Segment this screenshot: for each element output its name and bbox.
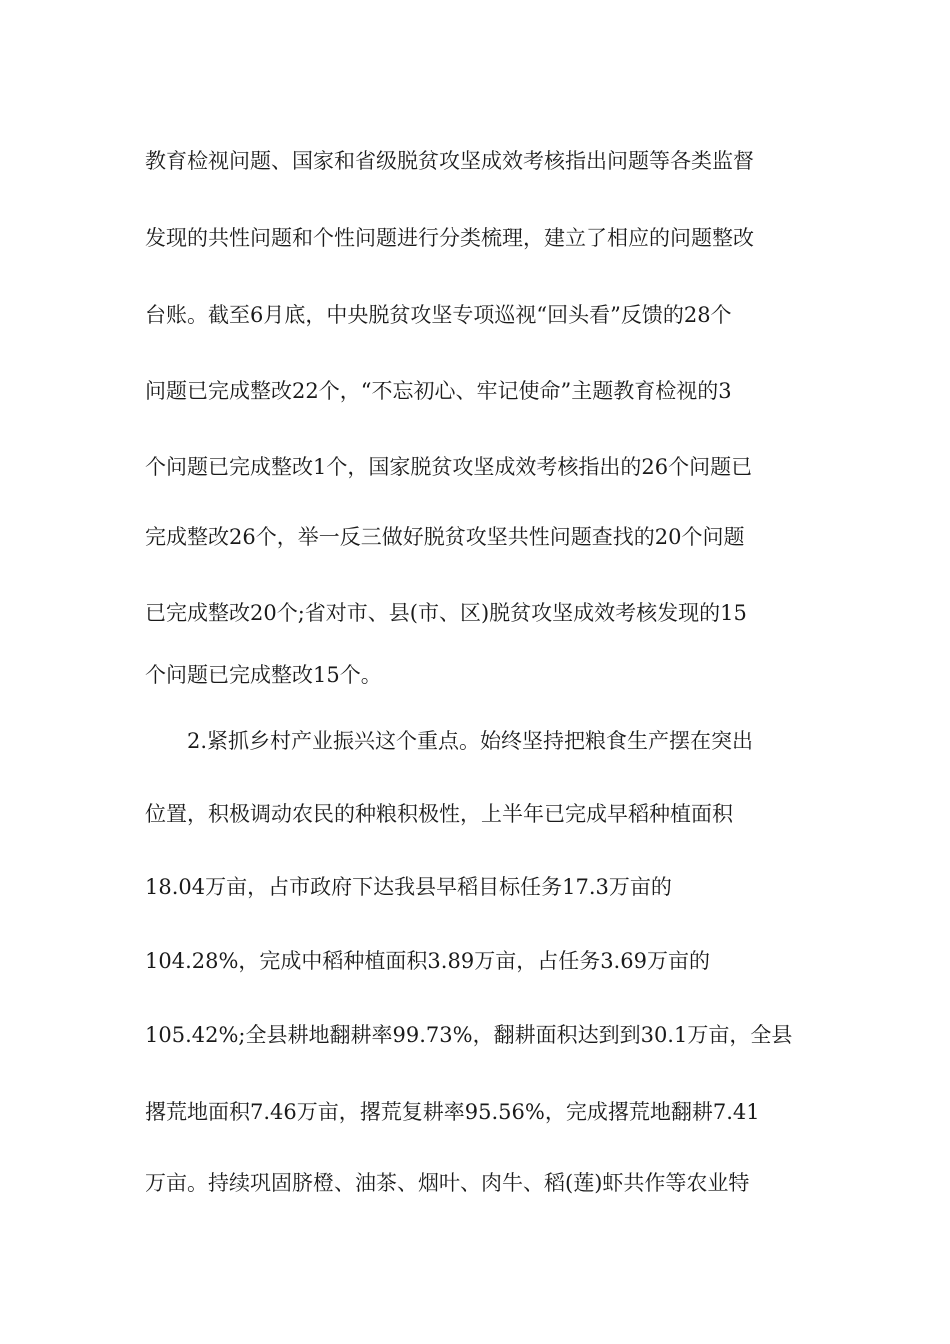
text-line: 完成整改26个，举一反三做好脱贫攻坚共性问题查找的20个问题	[145, 525, 745, 549]
text-line: 万亩。持续巩固脐橙、油茶、烟叶、肉牛、稻(莲)虾共作等农业特	[145, 1171, 750, 1195]
text-line: 发现的共性问题和个性问题进行分类梳理，建立了相应的问题整改	[145, 226, 754, 250]
text-line: 撂荒地面积7.46万亩，撂荒复耕率95.56%，完成撂荒地翻耕7.41	[145, 1100, 760, 1124]
text-line: 台账。截至6月底，中央脱贫攻坚专项巡视“回头看”反馈的28个	[145, 303, 732, 327]
text-line: 问题已完成整改22个，“不忘初心、牢记使命”主题教育检视的3	[145, 379, 732, 403]
text-line: 教育检视问题、国家和省级脱贫攻坚成效考核指出问题等各类监督	[145, 149, 754, 173]
paragraph-start-line: 2.紧抓乡村产业振兴这个重点。始终坚持把粮食生产摆在突出	[187, 729, 754, 753]
text-line: 位置，积极调动农民的种粮积极性，上半年已完成早稻种植面积	[145, 802, 733, 826]
text-line: 18.04万亩，占市政府下达我县早稻目标任务17.3万亩的	[145, 875, 672, 899]
text-line: 个问题已完成整改15个。	[145, 663, 382, 687]
text-line: 已完成整改20个;省对市、县(市、区)脱贫攻坚成效考核发现的15	[145, 601, 747, 625]
text-line: 个问题已完成整改1个，国家脱贫攻坚成效考核指出的26个问题已	[145, 455, 753, 479]
text-line: 104.28%，完成中稻种植面积3.89万亩，占任务3.69万亩的	[145, 949, 710, 973]
text-line: 105.42%;全县耕地翻耕率99.73%，翻耕面积达到到30.1万亩，全县	[145, 1023, 793, 1047]
